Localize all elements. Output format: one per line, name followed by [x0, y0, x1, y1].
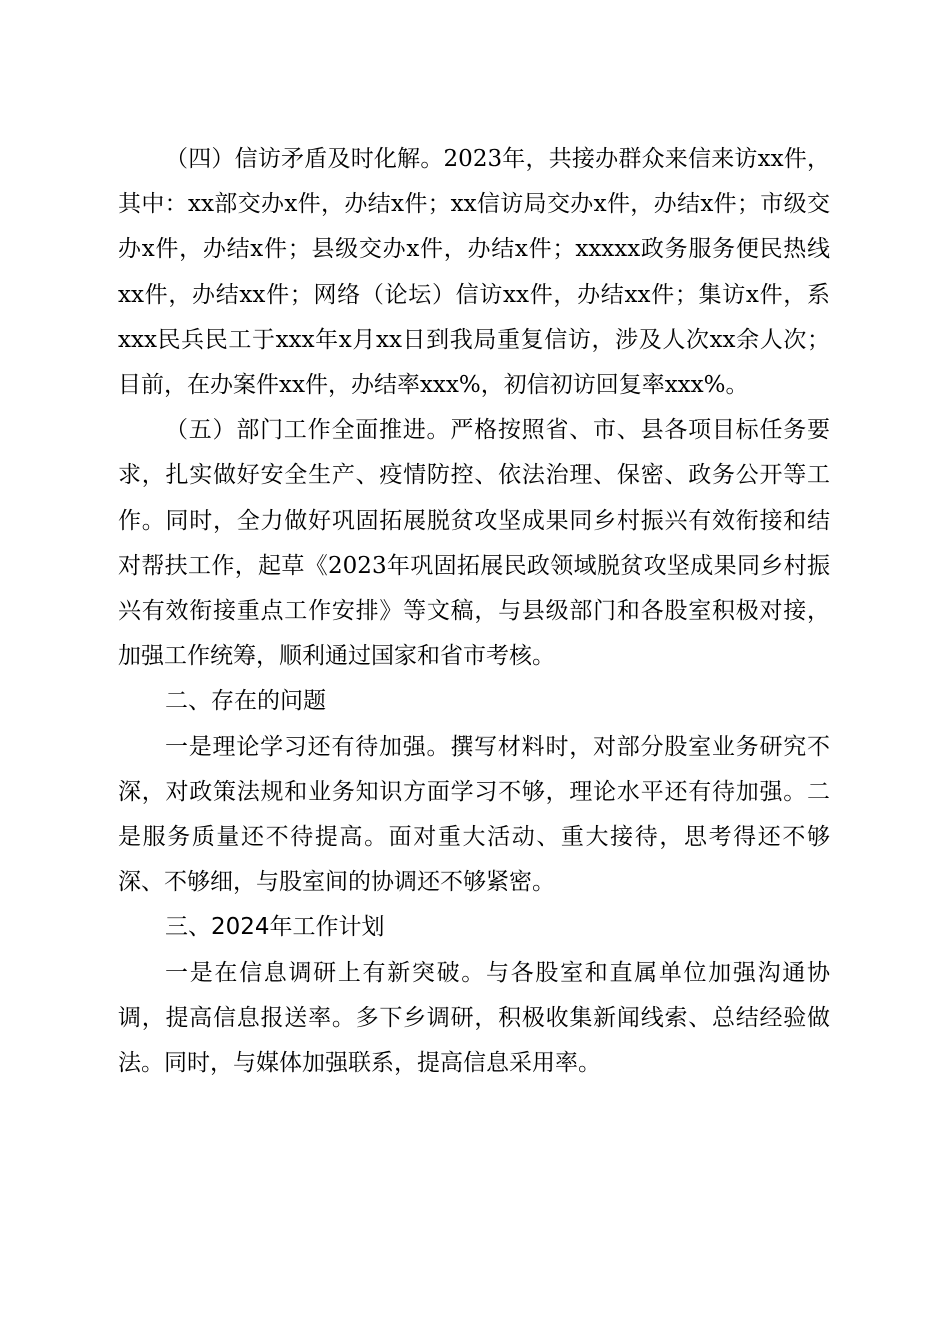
paragraph-lead: 一是在信息调研上有新突破。: [165, 959, 486, 986]
paragraph-text: 2023年，共接办群众来信来访xx件，其中：xx部交办x件，办结x件；xx信访局交办x件，办结x件；市级交办x件，办结x件；县级交办x件，办结x件；xxxxx政务服务便民热线xx件，办结xx件；网络（论坛）信访xx件，办结xx件；集访x件，系xxx民兵民工于xxx年x月xx日到我局重复信访，涉及人次xx余人次；目前，在办案件xx件，办结率xxx%，初信初访回复率xxx%。: [118, 146, 830, 399]
paragraph-problems: [118, 725, 830, 906]
document-body: [118, 137, 830, 1086]
paragraph-lead: （五）部门工作全面推进。: [165, 417, 451, 444]
paragraph-petition-resolution: [118, 137, 830, 408]
paragraph-work-plan: [118, 951, 830, 1087]
paragraph-lead: （四）信访矛盾及时化解。: [165, 146, 444, 172]
section-heading-work-plan: 三、2024年工作计划: [165, 914, 385, 941]
paragraph-text: 撰写材料时，对部分股室业务研究不深，对政策法规和业务知识方面学习不够，理论水平还有待加强。二是服务质量还不待提高。面对重大活动、重大接待，思考得还不够深、不够细，与股室间的协调还不够紧密。: [118, 733, 831, 896]
paragraph-text: 与各股室和直属单位加强沟通协调，提高信息报送率。多下乡调研，积极收集新闻线索、总结经验做法。同时，与媒体加强联系，提高信息采用率。: [118, 959, 830, 1077]
paragraph-lead: 一是理论学习还有待加强。: [165, 733, 451, 760]
paragraph-text: 严格按照省、市、县各项目标任务要求，扎实做好安全生产、疫情防控、依法治理、保密、政务公开等工作。同时，全力做好巩固拓展脱贫攻坚成果同乡村振兴有效衔接和结对帮扶工作，起草《2023年巩固拓展民政领域脱贫攻坚成果同乡村振兴有效衔接重点工作安排》等文稿，与县级部门和各股室积极对接，加强工作统筹，顺利通过国家和省市考核。: [118, 417, 831, 670]
section-heading-problems: 二、存在的问题: [165, 688, 326, 715]
paragraph-department-work: [118, 408, 830, 679]
